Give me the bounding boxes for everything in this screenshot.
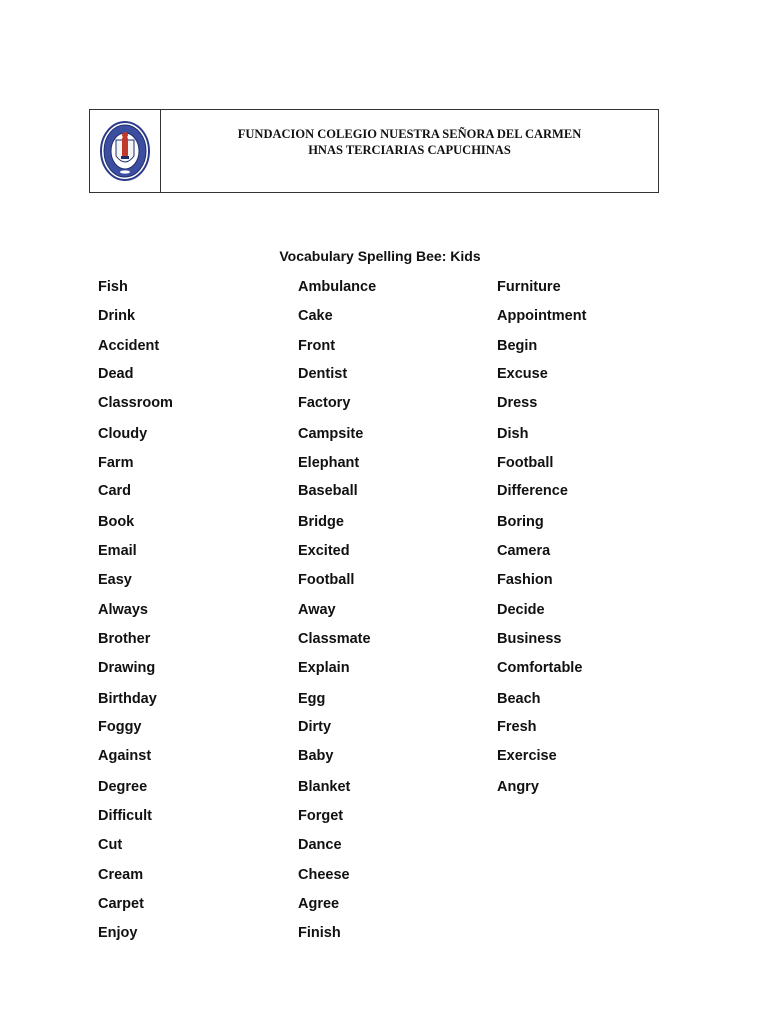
- vocabulary-word: Bridge: [298, 514, 344, 530]
- vocabulary-word: Enjoy: [98, 925, 138, 941]
- vocabulary-word: Brother: [98, 631, 151, 647]
- vocabulary-word: Away: [298, 602, 336, 618]
- vocabulary-word: Classroom: [98, 395, 173, 411]
- vocabulary-word: Football: [497, 455, 554, 471]
- school-name-line2: HNAS TERCIARIAS CAPUCHINAS: [308, 143, 511, 157]
- logo-cell: [90, 110, 161, 192]
- vocabulary-word: Dish: [497, 426, 529, 442]
- vocabulary-word: Excuse: [497, 366, 548, 382]
- vocabulary-word: Carpet: [98, 896, 144, 912]
- vocabulary-word: Accident: [98, 338, 160, 354]
- vocabulary-word: Book: [98, 514, 135, 530]
- school-header: [89, 109, 659, 193]
- vocabulary-word: Birthday: [98, 691, 157, 707]
- vocabulary-word: Furniture: [497, 279, 561, 295]
- document-title: Vocabulary Spelling Bee: Kids: [279, 248, 481, 264]
- vocabulary-word: Fashion: [497, 572, 553, 588]
- vocabulary-word: Elephant: [298, 455, 360, 471]
- vocabulary-word: Begin: [497, 338, 538, 354]
- vocabulary-word: Farm: [98, 455, 134, 471]
- vocabulary-word: Camera: [497, 543, 551, 559]
- vocabulary-word: Baby: [298, 748, 334, 764]
- school-name-line1: FUNDACION COLEGIO NUESTRA SEÑORA DEL CARMEN: [237, 127, 582, 141]
- vocabulary-word: Explain: [298, 660, 350, 676]
- vocabulary-word: Dirty: [298, 719, 332, 735]
- vocabulary-word: Fish: [98, 279, 128, 295]
- vocabulary-word: Factory: [298, 395, 351, 411]
- vocabulary-word: Egg: [298, 691, 326, 707]
- vocabulary-word: Comfortable: [497, 660, 583, 676]
- vocabulary-word: Exercise: [497, 748, 557, 764]
- vocabulary-word: Dentist: [298, 366, 348, 382]
- vocabulary-word: Drawing: [98, 660, 156, 676]
- vocabulary-word: Angry: [497, 779, 539, 795]
- vocabulary-word: Classmate: [298, 631, 371, 647]
- vocabulary-word: Easy: [98, 572, 132, 588]
- vocabulary-word: Blanket: [298, 779, 351, 795]
- vocabulary-word: Beach: [497, 691, 541, 707]
- vocabulary-word: Foggy: [98, 719, 142, 735]
- vocabulary-word: Always: [98, 602, 148, 618]
- vocabulary-word: Agree: [298, 896, 340, 912]
- vocabulary-word: Dress: [497, 395, 538, 411]
- vocabulary-word: Excited: [298, 543, 350, 559]
- vocabulary-word: Football: [298, 572, 355, 588]
- vocabulary-word: Forget: [298, 808, 344, 824]
- vocabulary-word: Boring: [497, 514, 544, 530]
- vocabulary-word: Fresh: [497, 719, 537, 735]
- vocabulary-word: Business: [497, 631, 562, 647]
- vocabulary-word: Front: [298, 338, 336, 354]
- vocabulary-word: Against: [98, 748, 152, 764]
- vocabulary-word: Finish: [298, 925, 341, 941]
- vocabulary-word: Ambulance: [298, 279, 377, 295]
- vocabulary-word: Dead: [98, 366, 134, 382]
- vocabulary-word: Email: [98, 543, 137, 559]
- vocabulary-word: Cloudy: [98, 426, 148, 442]
- school-name-block: [161, 110, 658, 192]
- vocabulary-word: Difficult: [98, 808, 152, 824]
- vocabulary-word: Cream: [98, 867, 144, 883]
- school-seal-icon: [99, 120, 151, 182]
- vocabulary-word: Card: [98, 483, 132, 499]
- vocabulary-word: Cut: [98, 837, 123, 853]
- vocabulary-word: Drink: [98, 308, 136, 324]
- vocabulary-word: Difference: [497, 483, 568, 499]
- vocabulary-word: Appointment: [497, 308, 587, 324]
- vocabulary-word: Dance: [298, 837, 342, 853]
- vocabulary-word: Decide: [497, 602, 545, 618]
- vocabulary-word: Cheese: [298, 867, 350, 883]
- vocabulary-word: Degree: [98, 779, 148, 795]
- vocabulary-word: Baseball: [298, 483, 358, 499]
- vocabulary-word: Cake: [298, 308, 333, 324]
- vocabulary-word: Campsite: [298, 426, 364, 442]
